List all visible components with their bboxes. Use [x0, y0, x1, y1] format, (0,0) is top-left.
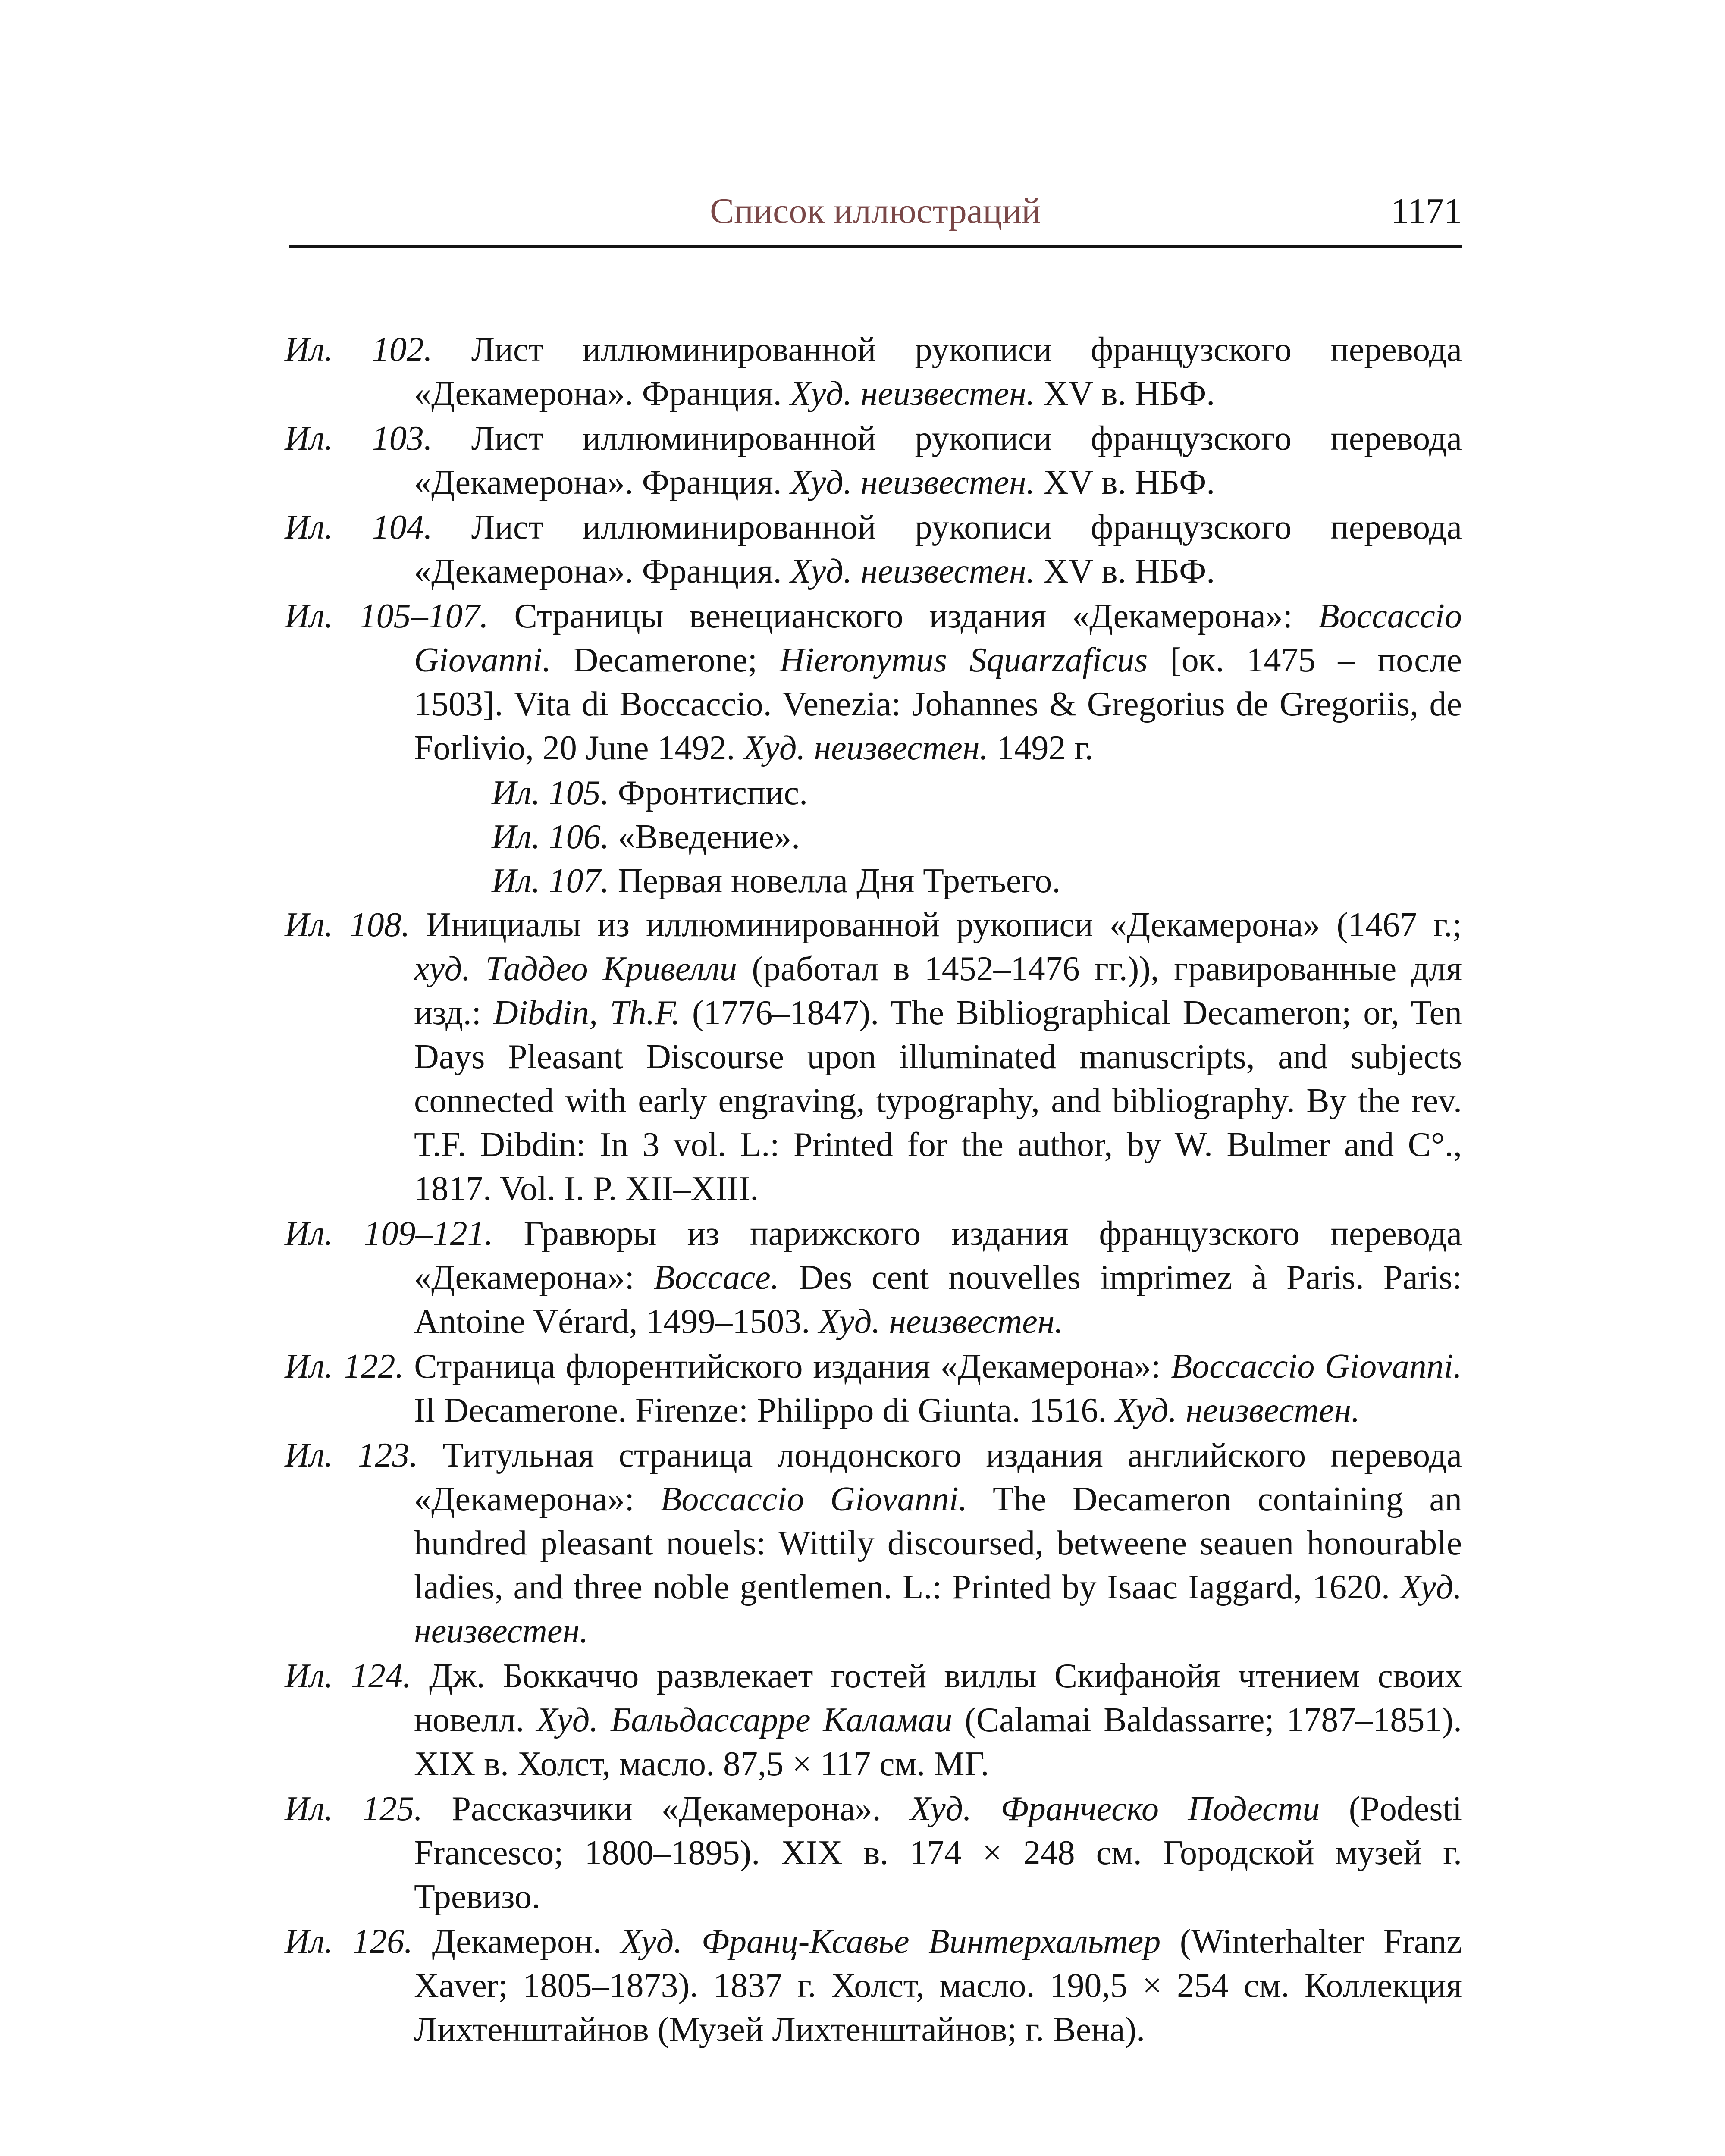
illustration-list	[285, 328, 1462, 2053]
list-item	[285, 1787, 1462, 1919]
entry-text: Il Decamerone. Firenze: Philippo di Giunta. 1516.	[414, 1391, 1116, 1429]
list-item	[285, 1433, 1462, 1653]
entry-text: (Winterhalter Franz Xaver; 1805–1873). 1837 г. Холст, масло. 190,5 × 254 см. Коллекция Лихтенштайнов (Музей Лихтенштайнов; г. Вена).	[414, 1923, 1462, 2049]
running-header	[289, 185, 1462, 250]
sub-entry-text: Первая новелла Дня Третьего.	[609, 862, 1061, 900]
entry-text: XV в. НБФ.	[1035, 375, 1215, 413]
entry-label: Ил. 104.	[285, 508, 433, 546]
entry-label: Ил. 103.	[285, 420, 433, 458]
entry-text: The Decameron containing an hundred pleasant nouels: Wittily discoursed, betweene seauen honourable ladies, and three noble gentlemen. L.: Printed by Isaac Iaggard, 1620.	[414, 1480, 1462, 1606]
entry-text: Лист иллюминированной рукописи французского перевода «Декамерона». Франция.	[414, 508, 1462, 590]
entry-italic-text: Худ. Франческо Подести	[910, 1790, 1320, 1828]
sub-list-item	[285, 771, 1462, 815]
entry-italic-text: Худ. неизвестен.	[414, 1568, 1462, 1650]
entry-italic-text: Худ. неизвестен.	[743, 729, 988, 767]
sub-entry-label: Ил. 107.	[492, 862, 609, 900]
entry-text: (работал в 1452–1476 гг.)), гравированные для изд.:	[414, 950, 1462, 1032]
entry-text: Лист иллюминированной рукописи французского перевода «Декамерона». Франция.	[414, 331, 1462, 413]
entry-italic-text: Худ. неизвестен.	[819, 1303, 1063, 1341]
entry-italic-text: Boccace.	[653, 1259, 779, 1297]
entry-italic-text: Худ. неизвестен.	[790, 375, 1035, 413]
entry-text: Титульная страница лондонского издания английского перевода «Декамерона»:	[414, 1436, 1462, 1518]
entry-label: Ил. 105–107.	[285, 597, 489, 635]
entry-text: 1492 г.	[988, 729, 1094, 767]
entry-italic-text: Худ. неизвестен.	[1115, 1391, 1360, 1429]
list-item	[285, 1344, 1462, 1432]
entry-text: Страницы венецианского издания «Декамерона»:	[488, 597, 1318, 635]
entry-text: Гравюры из парижского издания французского перевода «Декамерона»:	[414, 1215, 1462, 1297]
entry-label: Ил. 108.	[285, 906, 410, 944]
sub-list-item	[285, 815, 1462, 859]
entry-italic-text: Hieronymus Squarzaficus	[779, 641, 1148, 679]
entry-italic-text: Dibdin, Th.F.	[493, 994, 680, 1032]
header-rule	[289, 245, 1462, 248]
entry-italic-text: Худ. неизвестен.	[790, 464, 1035, 501]
entry-italic-text: Худ. Франц-Ксавье Винтерхальтер	[621, 1923, 1161, 1961]
entry-text: Decamerone;	[551, 641, 780, 679]
entry-text: Des cent nouvelles imprimez à Paris. Paris: Antoine Vérard, 1499–1503.	[414, 1259, 1462, 1341]
page-number: 1171	[1391, 191, 1462, 231]
entry-label: Ил. 125.	[285, 1790, 423, 1828]
entry-italic-text: Худ. неизвестен.	[790, 552, 1035, 590]
entry-label: Ил. 124.	[285, 1657, 411, 1695]
list-item	[285, 505, 1462, 593]
sub-entry-text: «Введение».	[609, 818, 800, 856]
list-item	[285, 903, 1462, 1211]
list-item	[285, 1212, 1462, 1344]
entry-label: Ил. 123.	[285, 1436, 418, 1474]
entry-italic-text: Boccaccio Giovanni.	[414, 597, 1462, 679]
entry-text: Страница флорентийского издания «Декамерона»:	[404, 1348, 1171, 1385]
entry-label: Ил. 126.	[285, 1923, 413, 1961]
entry-italic-text: Boccaccio Giovanni.	[660, 1480, 967, 1518]
entry-text: (Calamai Baldassarre; 1787–1851). XIX в. Холст, масло. 87,5 × 117 см. МГ.	[414, 1701, 1462, 1783]
list-item	[285, 328, 1462, 416]
entry-text: Инициалы из иллюминированной рукописи «Декамерона» (1467 г.;	[410, 906, 1462, 944]
entry-text: Рассказчики «Декамерона».	[423, 1790, 910, 1828]
entry-italic-text: Худ. Бальдассарре Каламаи	[536, 1701, 953, 1739]
entry-italic-text: худ. Таддео Кривелли	[414, 950, 737, 988]
entry-label: Ил. 102.	[285, 331, 433, 369]
entry-text: Лист иллюминированной рукописи французского перевода «Декамерона». Франция.	[414, 420, 1462, 501]
entry-text: Дж. Боккаччо развлекает гостей виллы Скифанойя чтением своих новелл.	[411, 1657, 1462, 1739]
sub-entry-label: Ил. 105.	[492, 774, 609, 812]
entry-italic-text: Boccaccio Giovanni.	[1171, 1348, 1462, 1385]
entry-label: Ил. 122.	[285, 1348, 404, 1385]
entry-text: XV в. НБФ.	[1035, 464, 1215, 501]
entry-text: [ок. 1475 – после 1503]. Vita di Boccaccio. Venezia: Johannes & Gregorius de Gregoriis, de Forlivio, 20 June 1492.	[414, 641, 1462, 767]
list-item	[285, 1920, 1462, 2052]
entry-label: Ил. 109–121.	[285, 1215, 493, 1253]
entry-text: (1776–1847). The Bibliographical Decameron; or, Ten Days Pleasant Discourse upon illuminated manuscripts, and subjects connected with early engraving, typography, and bibliography. By the rev. T.F. Dibdin: In 3 vol. L.: Printed for the author, by W. Bulmer and C°., 1817. Vol. I. P. XII–XIII.	[414, 994, 1462, 1208]
entry-text: Декамерон.	[413, 1923, 621, 1961]
list-item	[285, 417, 1462, 505]
list-item	[285, 594, 1462, 770]
sub-entry-label: Ил. 106.	[492, 818, 609, 856]
list-item	[285, 1654, 1462, 1786]
running-title: Список иллюстраций	[710, 191, 1041, 231]
entry-text: XV в. НБФ.	[1035, 552, 1215, 590]
entry-text: (Podesti Francesco; 1800–1895). XIX в. 174 × 248 см. Городской музей г. Тревизо.	[414, 1790, 1462, 1916]
sub-entry-text: Фронтиспис.	[609, 774, 808, 812]
sub-list-item	[285, 859, 1462, 903]
